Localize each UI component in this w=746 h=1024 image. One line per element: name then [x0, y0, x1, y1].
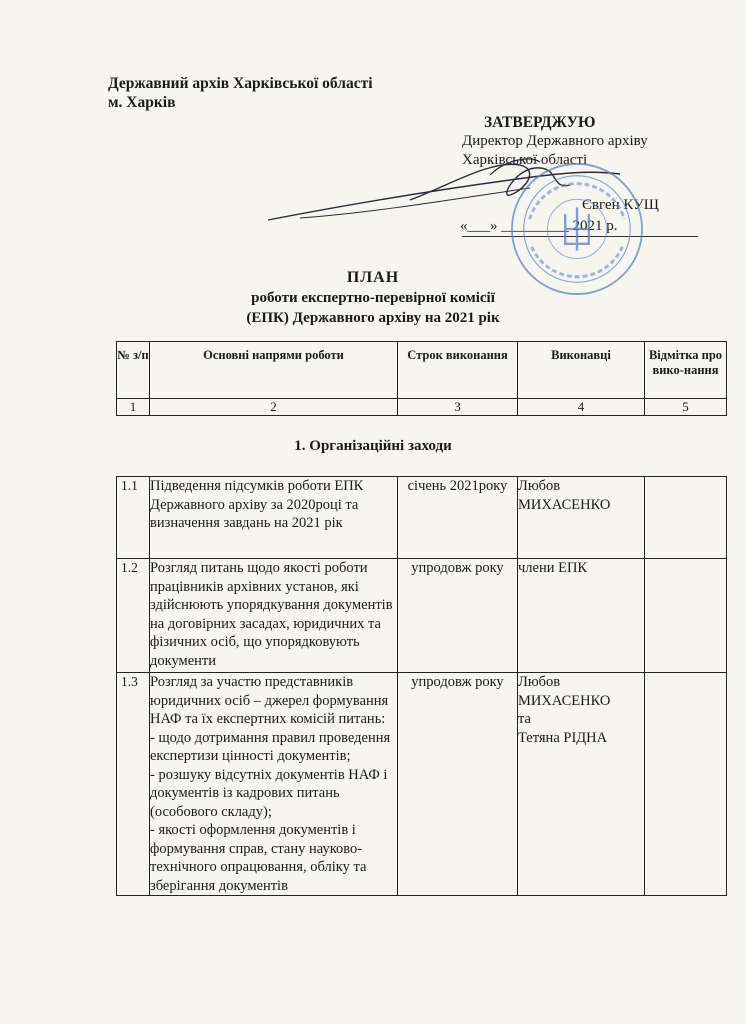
header-mark: Відмітка про вико-нання	[645, 342, 727, 399]
direction-line: - щодо дотримання правил проведення експертизи цінності документів;	[150, 729, 391, 764]
row-direction	[150, 673, 398, 896]
executor-conjunction: та	[518, 711, 531, 727]
header-number: № з/п	[117, 342, 150, 399]
plan-table	[116, 476, 727, 896]
executor-name: Тетяна РІДНА	[518, 729, 608, 746]
row-number: 1.2	[117, 559, 150, 673]
column-number: 2	[150, 399, 398, 416]
title-line2: роботи експертно-перевірної комісії	[251, 290, 495, 306]
row-mark	[645, 673, 727, 896]
title-line3: (ЕПК) Державного архіву на 2021 рік	[246, 310, 500, 326]
header-direction: Основні напрями роботи	[150, 342, 398, 399]
row-direction: Підведення підсумків роботи ЕПК Державного архіву за 2020році та визначення завдань на 2021 рік	[150, 477, 398, 559]
column-number: 3	[398, 399, 518, 416]
approval-position-line2: Харківської області	[462, 152, 588, 168]
row-direction: Розгляд питань щодо якості роботи працівників архівних установ, які здійснюють упорядкування документів на договірних засадах, юридичних та фізичних осіб, що упорядковують документи	[150, 559, 398, 673]
row-mark	[645, 477, 727, 559]
header-executors: Виконавці	[518, 342, 645, 399]
row-term: січень 2021року	[398, 477, 518, 559]
row-executors: члени ЕПК	[518, 559, 645, 673]
row-number: 1.1	[117, 477, 150, 559]
table-row	[117, 673, 727, 896]
title-plan: ПЛАН	[346, 269, 400, 286]
row-term: упродовж року	[398, 559, 518, 673]
row-term: упродовж року	[398, 673, 518, 896]
approval-heading: ЗАТВЕРДЖУЮ	[484, 114, 596, 131]
executor-name: Любов МИХАСЕНКО	[518, 674, 611, 709]
organization-name: Державний архів Харківської області	[108, 75, 373, 92]
row-number: 1.3	[117, 673, 150, 896]
row-executors	[518, 673, 645, 896]
row-mark	[645, 559, 727, 673]
column-number: 1	[117, 399, 150, 416]
table-header	[116, 341, 727, 416]
direction-line: Розгляд за участю представників юридичних осіб – джерел формування НАФ та їх експертних комісій питань:	[150, 674, 389, 727]
row-executors: Любов МИХАСЕНКО	[518, 477, 645, 559]
approval-signatory-name: Євген КУЩ	[582, 197, 659, 213]
header-term: Строк виконання	[398, 342, 518, 399]
table-row	[117, 559, 727, 673]
section-title: 1. Організаційні заходи	[294, 438, 452, 454]
table-row	[117, 477, 727, 559]
organization-header	[108, 74, 373, 112]
direction-line: - якості оформлення документів і формування справ, стану науково-технічного опрацювання, обліку та зберігання документів	[150, 822, 367, 894]
approval-date-line: «___» _________ 2021 р.	[460, 218, 618, 234]
column-number: 4	[518, 399, 645, 416]
organization-city: м. Харків	[108, 94, 176, 111]
direction-line: - розшуку відсутніх документів НАФ і документів із кадрових питань (особового складу);	[150, 766, 388, 820]
column-number: 5	[645, 399, 727, 416]
approval-position-line1: Директор Державного архіву	[462, 133, 648, 149]
document-title	[0, 268, 746, 328]
